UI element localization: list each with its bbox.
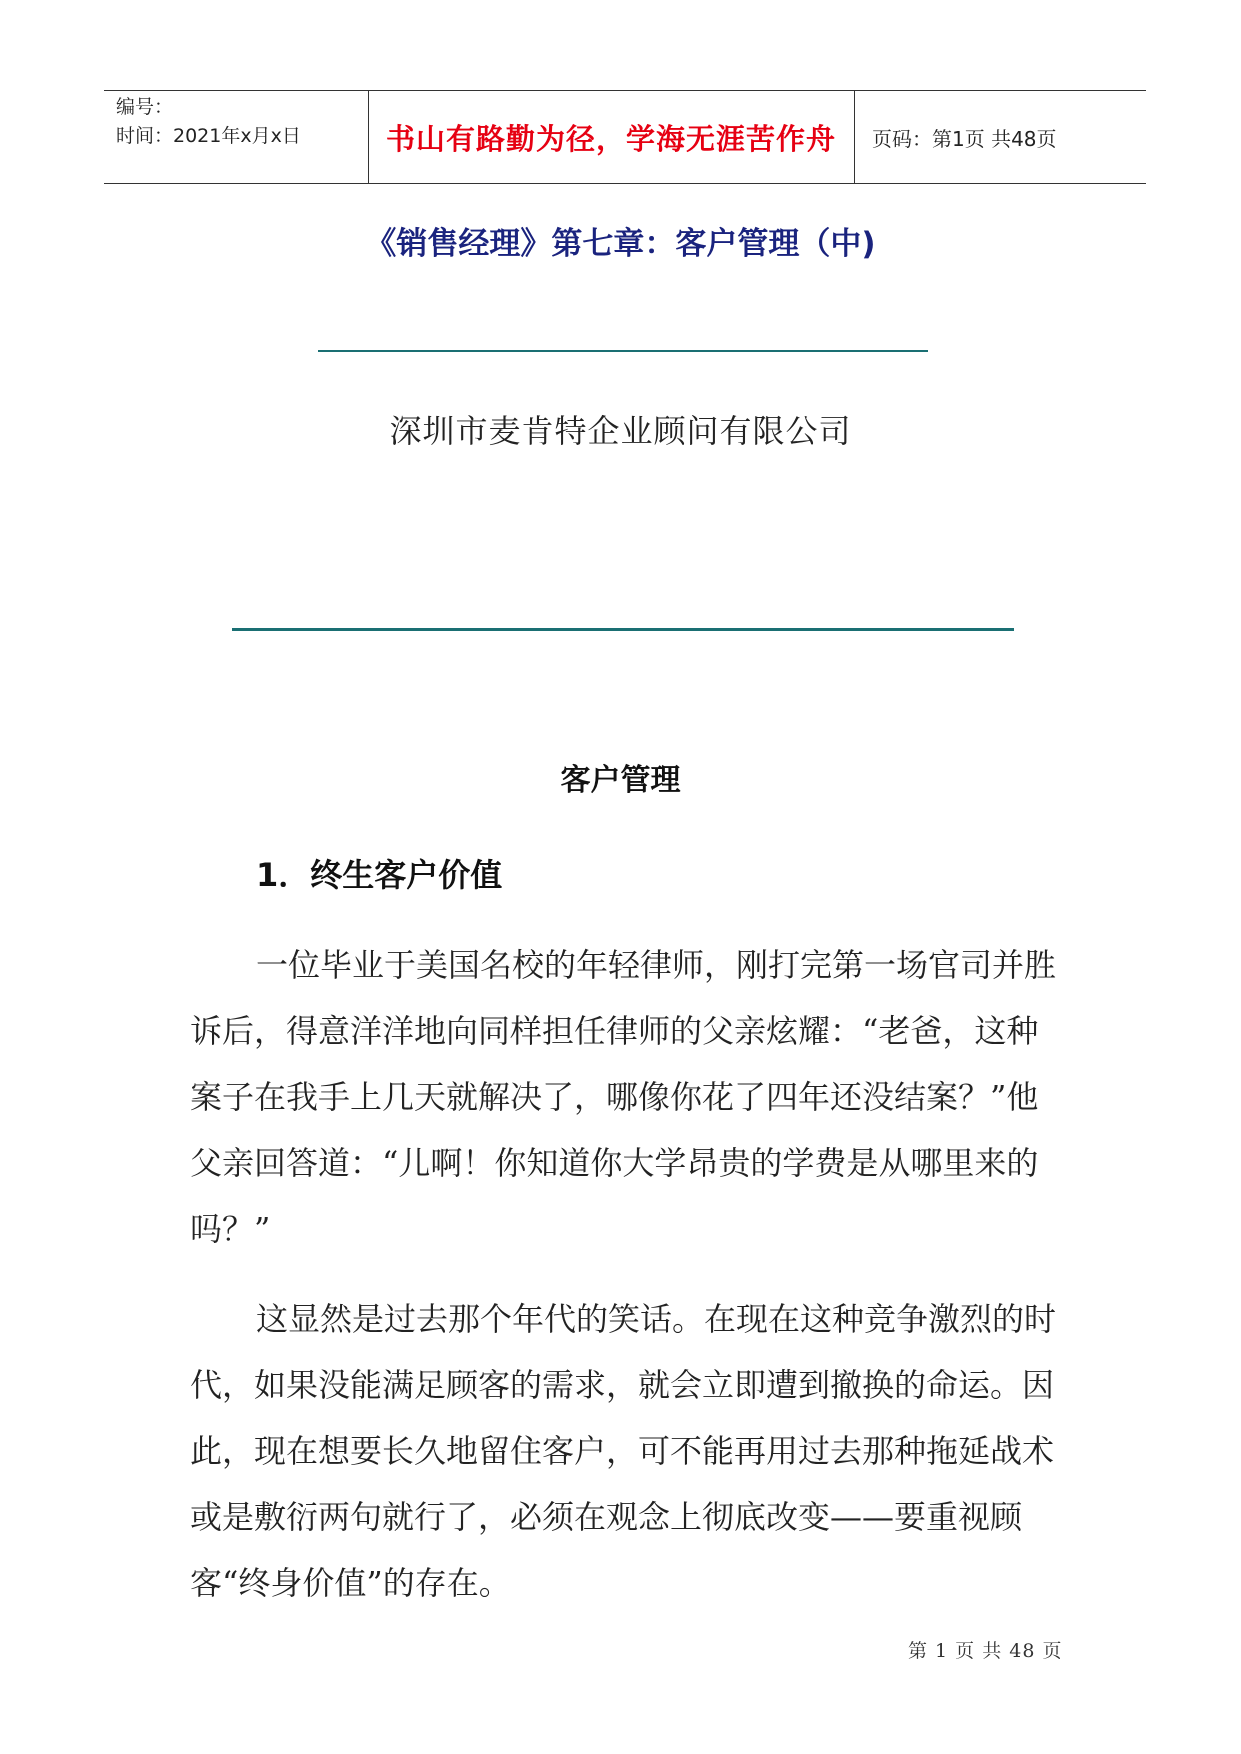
date-label: 时间：2021年x月x日 [116,125,301,147]
company-rule [232,628,1014,631]
header-meta [116,93,301,151]
header-table [104,90,1146,184]
number-label: 编号： [116,96,174,118]
page-footer: 第 1 页 共 48 页 [908,1640,1063,1662]
title-rule [318,350,928,352]
subsection-title: 1．终生客户价值 [256,856,503,894]
header-divider [854,91,855,183]
paragraph: 一位毕业于美国名校的年轻律师，刚打完第一场官司并胜诉后，得意洋洋地向同样担任律师的父亲炫耀：“老爸，这种案子在我手上几天就解决了，哪像你花了四年还没结案？”他父亲回答道：“儿啊！你知道你大学昂贵的学费是从哪里来的吗？” [190,946,1057,1248]
company-name: 深圳市麦肯特企业顾问有限公司 [389,412,852,450]
section-title: 客户管理 [560,763,681,798]
motto: 书山有路勤为径，学海无涯苦作舟 [385,121,836,156]
paragraph: 这显然是过去那个年代的笑话。在现在这种竞争激烈的时代，如果没能满足顾客的需求，就会立即遭到撤换的命运。因此，现在想要长久地留住客户，可不能再用过去那种拖延战术或是敷衍两句就行了，必须在观念上彻底改变——要重视顾客“终身价值”的存在。 [190,1300,1057,1602]
page-info: 页码：第1页 共48页 [872,126,1057,151]
document-title: 《销售经理》第七章：客户管理（中) [365,226,876,262]
